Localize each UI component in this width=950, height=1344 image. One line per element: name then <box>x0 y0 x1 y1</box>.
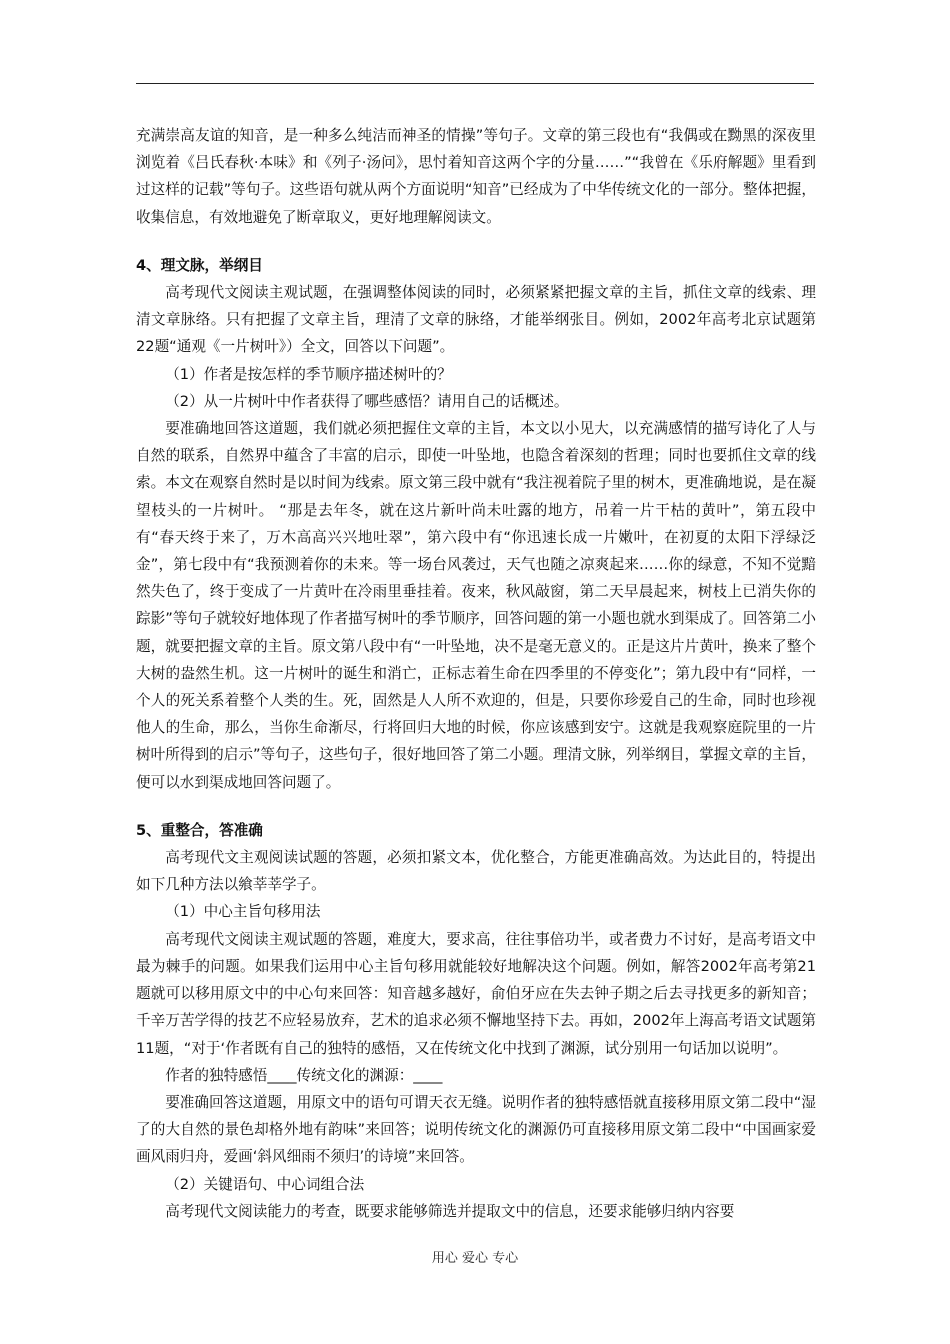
body-paragraph: （2）关键语句、中心词组合法 <box>165 1175 365 1193</box>
body-paragraph: 要准确地回答这道题，我们就必须把握住文章的主旨，本文以小见大，以充满感情的描写诗化了人与自然的联系，自然界中蕴含了丰富的启示，即使一叶坠地，也隐含着深刻的哲理；同时也要抓住文章的线索。本文在观察自然时是以时间为线索。原文第三段中就有“我注视着院子里的树木，更准确地说，是在凝望枝头的一片树叶。 “那是去年冬，就在这片新叶尚未吐露的地方，吊着一片干枯的黄叶”，第五段中有“春天终于来了，万木高高兴兴地吐翠”，第六段中有“你迅速长成一片嫩叶，在初夏的太阳下浮绿泛金”，第七段中有“我预测着你的未来。等一场台风袭过，天气也随之凉爽起来……你的绿意，不知不觉黯然失色了，终于变成了一片黄叶在冷雨里垂挂着。夜来，秋风敲窗，第二天早晨起来，树枝上已消失你的踪影”等句子就较好地体现了作者描写树叶的季节顺序，回答问题的第一小题也就水到渠成了。回答第二小题，就要把握文章的主旨。原文第八段中有“一叶坠地，决不是毫无意义的。正是这片片黄叶，换来了整个大树的盎然生机。这一片树叶的诞生和消亡，正标志着生命在四季里的不停变化”；第九段中有“同样，一个人的死关系着整个人类的生。死，固然是人人所不欢迎的，但是，只要你珍爱自己的生命，同时也珍视他人的生命，那么，当你生命渐尽，行将回归大地的时候，你应该感到安宁。这就是我观察庭院里的一片树叶所得到的启示”等句子，这些句子，很好地回答了第二小题。理清文脉，列举纲目，掌握文章的主旨，便可以水到渠成地回答问题了。 <box>136 420 816 791</box>
body-paragraph: （2）从一片树叶中作者获得了哪些感悟？请用自己的话概述。 <box>165 392 569 410</box>
paragraph-gap <box>136 796 816 817</box>
page-footer: 用心 爱心 专心 <box>431 1251 519 1266</box>
section-heading: 4、理文脉，举纲目 <box>136 256 263 274</box>
body-paragraph: 高考现代文阅读主观试题，在强调整体阅读的同时，必须紧紧把握文章的主旨，抓住文章的线索、理清文章脉络。只有把握了文章主旨，理清了文章的脉络，才能举纲张目。例如，2002年高考北京试题第22题“通观《一片树叶》）全文，回答以下问题”。 <box>136 284 816 356</box>
body-paragraph: 高考现代文主观阅读试题的答题，必须扣紧文本，优化整合，方能更准确高效。为达此目的，特提出如下几种方法以飨莘莘学子。 <box>136 849 816 894</box>
body-paragraph: （1）作者是按怎样的季节顺序描述树叶的？ <box>165 365 452 383</box>
body-paragraph: 高考现代文阅读能力的考查，既要求能够筛选并提取文中的信息，还要求能够归纳内容要 <box>165 1202 735 1220</box>
body-paragraph: 作者的独特感悟____传统文化的渊源：____ <box>165 1066 443 1084</box>
body-paragraph: 要准确回答这道题，用原文中的语句可谓天衣无缝。说明作者的独特感悟就直接移用原文第二段中“湿了的大自然的景色却格外地有韵味”来回答；说明传统文化的渊源仍可直接移用原文第二段中“中国画家爱画风雨归舟，爱画‘斜风细雨不须归’的诗境”来回答。 <box>136 1093 816 1166</box>
body-paragraph: （1）中心主旨句移用法 <box>165 903 321 921</box>
section-heading: 5、重整合，答准确 <box>136 821 263 839</box>
body-paragraph: 充满崇高友谊的知音，是一种多么纯洁而神圣的情操”等句子。文章的第三段也有“我偶或在黝黑的深夜里浏览着《吕氏春秋·本味》和《列子·汤问》，思忖着知音这两个字的分量……”“我曾在《乐府解题》里看到过这样的记载”等句子。这些语句就从两个方面说明“知音”已经成为了中华传统文化的一部分。整体把握，收集信息，有效地避免了断章取义，更好地理解阅读文。 <box>136 127 816 226</box>
body-paragraph: 高考现代文阅读主观试题的答题，难度大，要求高，往往事倍功半，或者费力不讨好，是高考语文中最为棘手的问题。如果我们运用中心主旨句移用就能较好地解决这个问题。例如，解答2002年高考第21题就可以移用原文中的中心句来回答：知音越多越好，俞伯牙应在失去钟子期之后去寻找更多的新知音；千辛万苦学得的技艺不应轻易放弃，艺术的追求必须不懈地坚持下去。再如，2002年上海高考语文试题第11题，“对于‘作者既有自己的独特的感悟，又在传统文化中找到了渊源，试分别用一句话加以说明”。 <box>136 930 816 1057</box>
document-body <box>136 122 816 1225</box>
paragraph-gap <box>136 231 816 252</box>
header-rule <box>136 83 814 84</box>
